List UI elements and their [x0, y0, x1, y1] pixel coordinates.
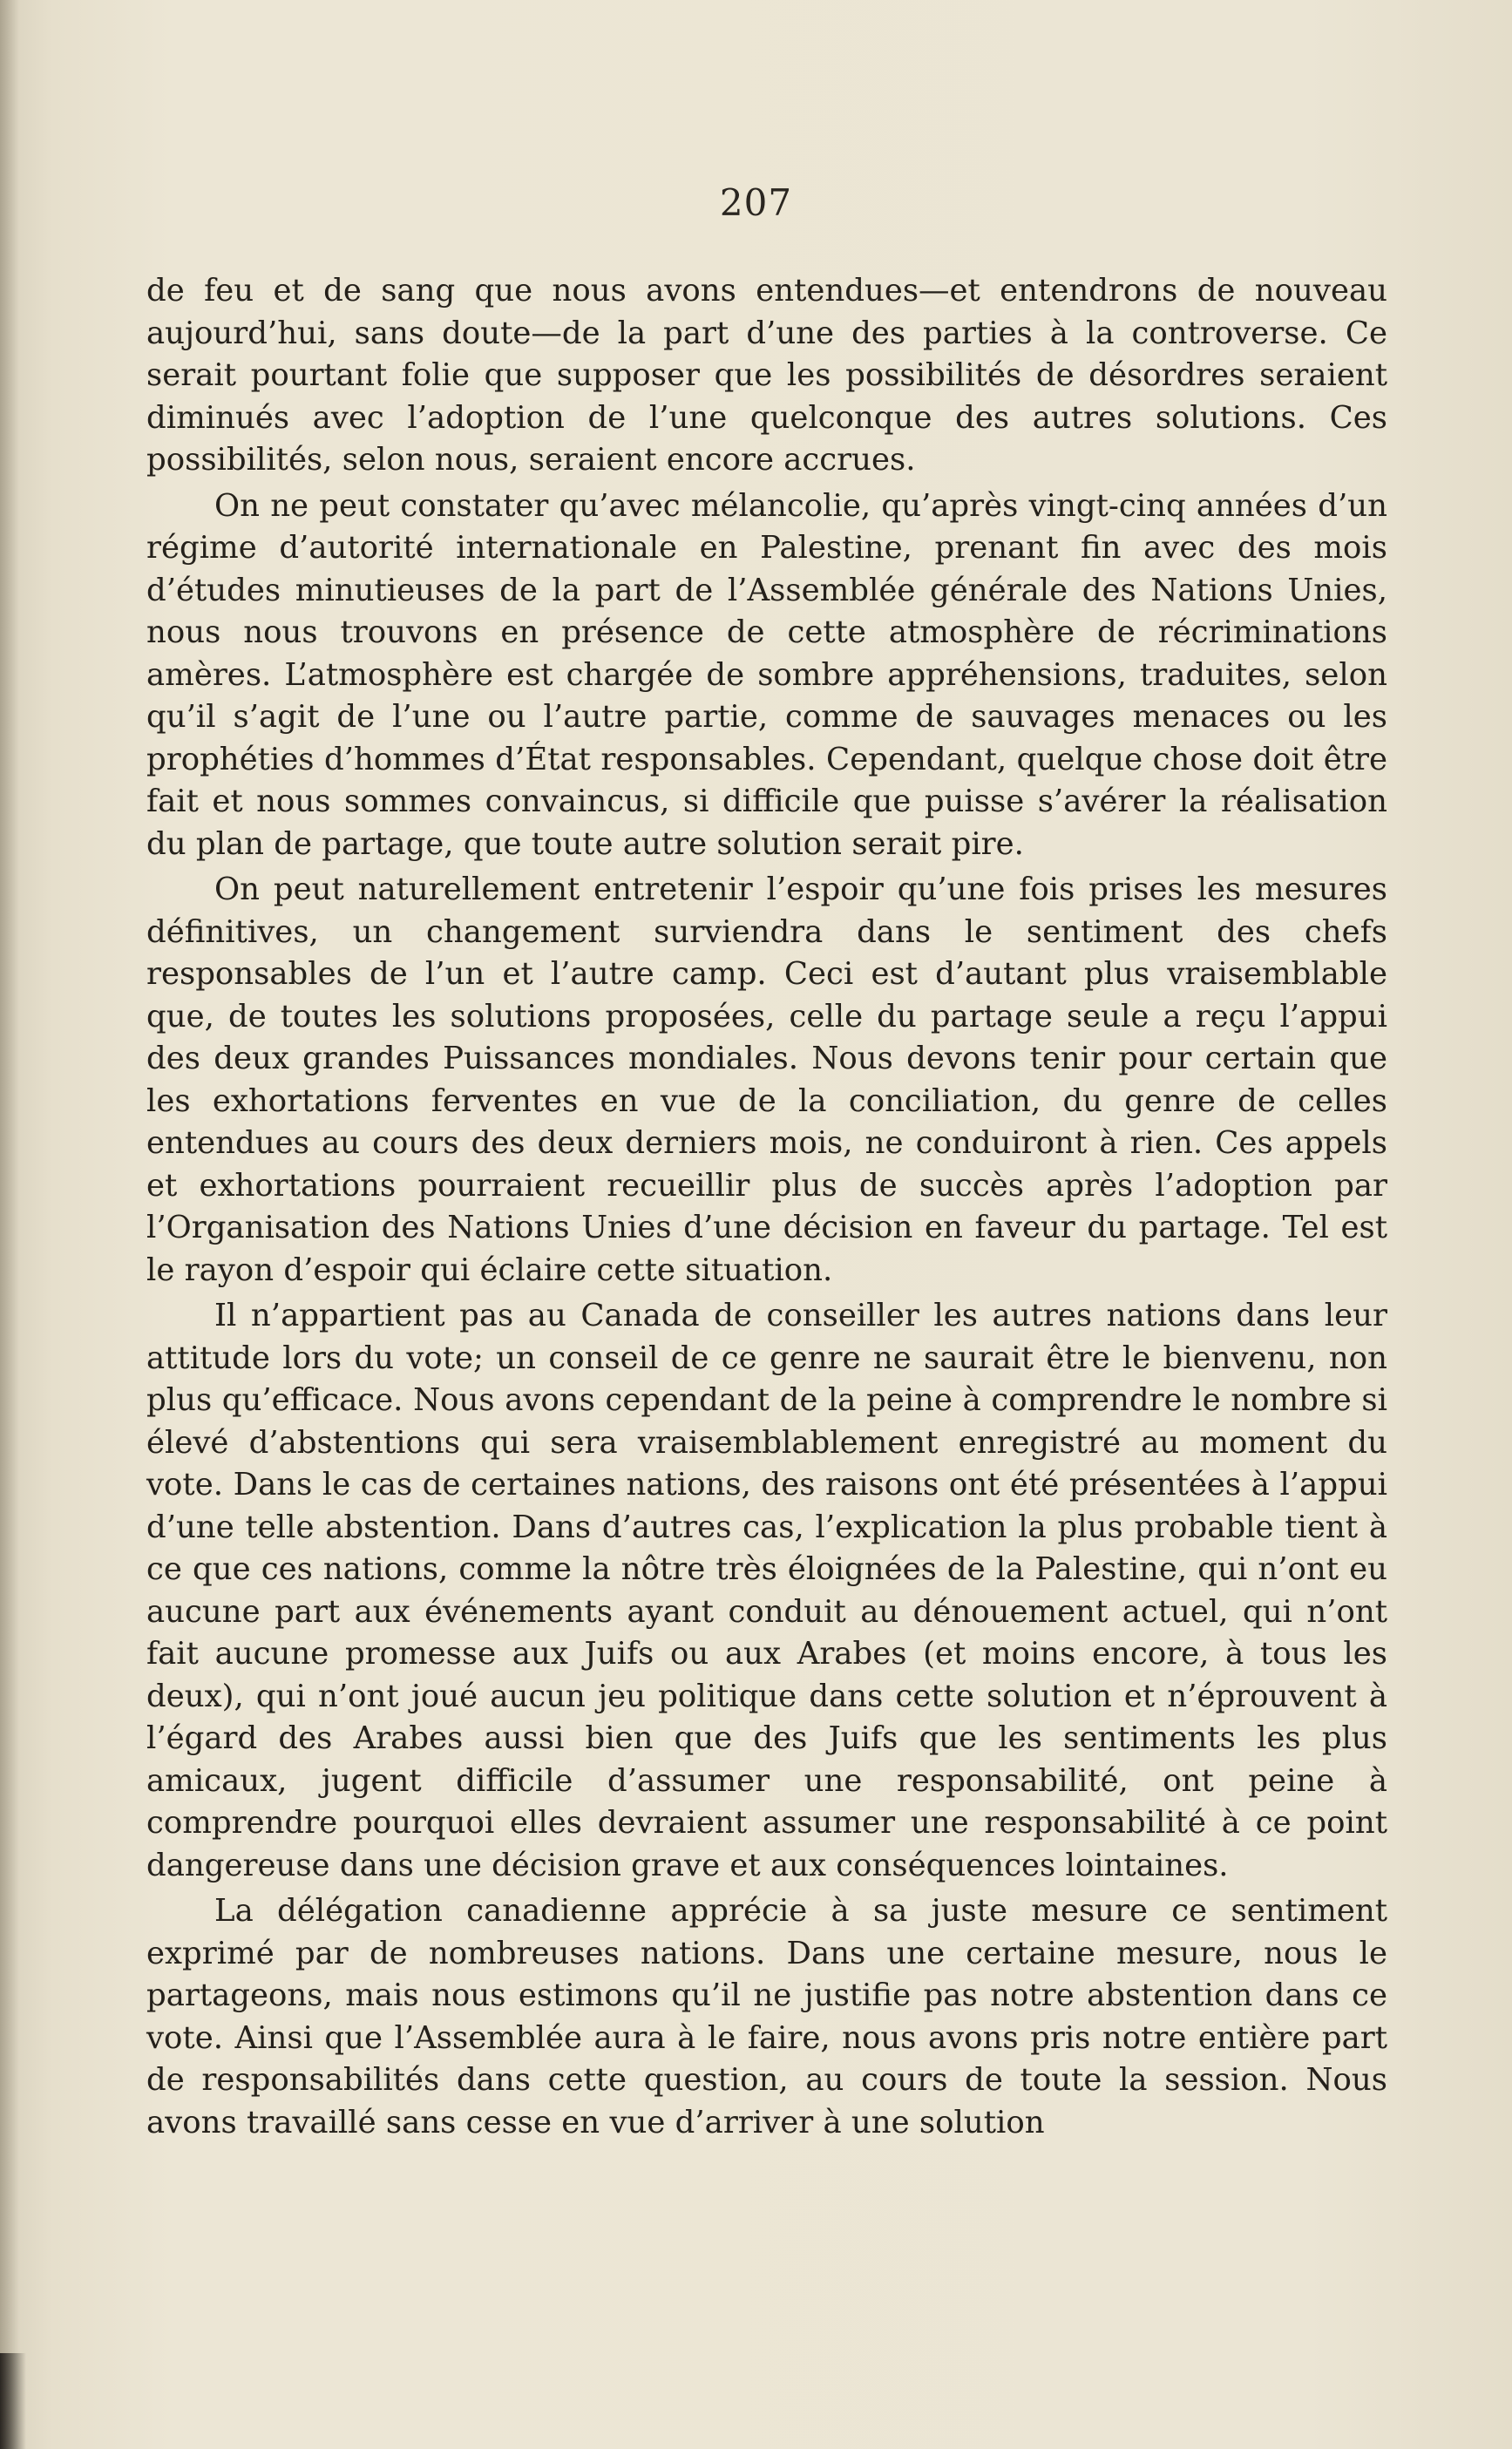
page-corner-shadow [0, 2353, 26, 2449]
paragraph: de feu et de sang que nous avons entendues—et entendrons de nouveau aujourd’hui, sans doute—de la part d’une des parties à la controverse. Ce serait pourtant folie que supposer que les possibilités de désordres seraient diminués avec l’adoption de l’une quelconque des autres solutions. Ces possibilités, selon nous, seraient encore accrues. [146, 273, 1387, 478]
paragraph: On peut naturellement entretenir l’espoir qu’une fois prises les mesures définitives, un changement surviendra dans le sentiment des chefs responsables de l’un et l’autre camp. Ceci est d’autant plus vraisemblable que, de toutes les solutions proposées, celle du partage seule a reçu l’appui des deux grandes Puissances mondiales. Nous devons tenir pour certain que les exhortations ferventes en vue de la conciliation, du genre de celles entendues au cours des deux derniers mois, ne conduiront à rien. Ces appels et exhortations pourraient recueillir plus de succès après l’adoption par l’Organisation des Nations Unies d’une décision en faveur du partage. Tel est le rayon d’espoir qui éclaire cette situation. [146, 872, 1387, 1288]
paragraph: On ne peut constater qu’avec mélancolie, qu’après vingt-cinq années d’un régime d’autorité internationale en Palestine, prenant fin avec des mois d’études minutieuses de la part de l’Assemblée générale des Nations Unies, nous nous trouvons en présence de cette atmosphère de récriminations amères. L’atmosphère est chargée de sombre appréhensions, traduites, selon qu’il s’agit de l’une ou l’autre partie, comme de sauvages menaces ou les prophéties d’hommes d’État responsables. Cependant, quelque chose doit être fait et nous sommes convaincus, si difficile que puisse s’avérer la réalisation du plan de partage, que toute autre solution serait pire. [146, 487, 1387, 862]
paragraph: Il n’appartient pas au Canada de conseiller les autres nations dans leur attitude lors du vote; un conseil de ce genre ne saurait être le bienvenu, non plus qu’efficace. Nous avons cependant de la peine à comprendre le nombre si élevé d’abstentions qui sera vraisemblablement enregistré au moment du vote. Dans le cas de certaines nations, des raisons ont été présentées à l’appui d’une telle abstention. Dans d’autres cas, l’explication la plus probable tient à ce que ces nations, comme la nôtre très éloignées de la Palestine, qui n’ont eu aucune part aux événements ayant conduit au dénouement actuel, qui n’ont fait aucune promesse aux Juifs ou aux Arabes (et moins encore, à tous les deux), qui n’ont joué aucun jeu politique dans cette solution et n’éprouvent à l’égard des Arabes aussi bien que des Juifs que les sentiments les plus amicaux, jugent difficile d’assumer une responsabilité, ont peine à comprendre pourquoi elles devraient assumer une responsabilité à ce point dangereuse dans une décision grave et aux conséquences lointaines. [146, 1298, 1387, 1883]
body-text [146, 270, 1387, 2147]
page-number: 207 [719, 181, 793, 224]
page-spine-shadow [0, 0, 19, 2449]
paragraph: La délégation canadienne apprécie à sa juste mesure ce sentiment exprimé par de nombreuses nations. Dans une certaine mesure, nous le partageons, mais nous estimons qu’il ne justifie pas notre abstention dans ce vote. Ainsi que l’Assemblée aura à le faire, nous avons pris notre entière part de responsabilités dans cette question, au cours de toute la session. Nous avons travaillé sans cesse en vue d’arriver à une solution [146, 1893, 1387, 2140]
